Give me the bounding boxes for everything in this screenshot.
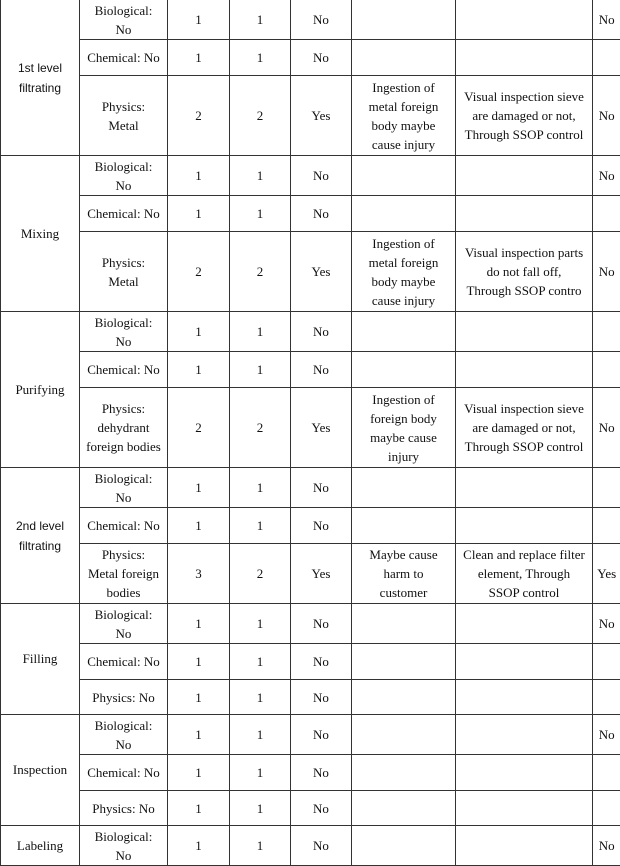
likelihood-cell: 1 (168, 508, 230, 544)
ccp-cell: No (593, 156, 620, 196)
basis-cell (352, 156, 456, 196)
significant-cell: No (291, 715, 352, 755)
severity-cell: 1 (230, 508, 291, 544)
ccp-cell: No (593, 715, 620, 755)
table-row (1, 0, 620, 40)
severity-cell: 1 (230, 156, 291, 196)
table-row (1, 232, 620, 312)
severity-cell: 2 (230, 544, 291, 604)
severity-cell: 1 (230, 644, 291, 680)
process-step-cell: 1st level filtrating (1, 0, 80, 156)
severity-cell: 1 (230, 680, 291, 715)
likelihood-cell: 1 (168, 468, 230, 508)
severity-cell: 1 (230, 196, 291, 232)
likelihood-cell: 2 (168, 388, 230, 468)
significant-cell: No (291, 468, 352, 508)
control-measure-cell (456, 352, 593, 388)
hazard-cell: Biological: No (80, 156, 168, 196)
control-measure-cell (456, 0, 593, 40)
ccp-cell (593, 352, 620, 388)
hazard-cell: Physics: No (80, 791, 168, 826)
basis-cell (352, 312, 456, 352)
significant-cell: No (291, 508, 352, 544)
severity-cell: 2 (230, 388, 291, 468)
significant-cell: No (291, 352, 352, 388)
significant-cell: No (291, 40, 352, 76)
hazard-cell: Chemical: No (80, 196, 168, 232)
table-row (1, 826, 620, 866)
basis-cell (352, 826, 456, 866)
basis-cell (352, 352, 456, 388)
severity-cell: 1 (230, 352, 291, 388)
significant-cell: No (291, 604, 352, 644)
ccp-cell (593, 791, 620, 826)
basis-cell (352, 755, 456, 791)
likelihood-cell: 2 (168, 76, 230, 156)
control-measure-cell (456, 604, 593, 644)
basis-cell (352, 644, 456, 680)
table-row (1, 604, 620, 644)
hazard-cell: Physics: Metal foreign bodies (80, 544, 168, 604)
significant-cell: Yes (291, 388, 352, 468)
likelihood-cell: 1 (168, 40, 230, 76)
table-row (1, 352, 620, 388)
basis-cell (352, 604, 456, 644)
control-measure-cell (456, 508, 593, 544)
ccp-cell: Yes (593, 544, 620, 604)
hazard-cell: Biological: No (80, 604, 168, 644)
control-measure-cell: Visual inspection sieve are damaged or not, Through SSOP control (456, 76, 593, 156)
basis-cell (352, 196, 456, 232)
severity-cell: 1 (230, 604, 291, 644)
table-row (1, 196, 620, 232)
ccp-cell (593, 312, 620, 352)
severity-cell: 2 (230, 232, 291, 312)
hazard-cell: Physics: dehydrant foreign bodies (80, 388, 168, 468)
table-row (1, 791, 620, 826)
basis-cell: Maybe cause harm to customer (352, 544, 456, 604)
ccp-cell (593, 680, 620, 715)
ccp-cell: No (593, 604, 620, 644)
table-row (1, 508, 620, 544)
table-row (1, 156, 620, 196)
significant-cell: Yes (291, 544, 352, 604)
basis-cell (352, 468, 456, 508)
hazard-cell: Chemical: No (80, 508, 168, 544)
control-measure-cell (456, 755, 593, 791)
process-step-cell: Purifying (1, 312, 80, 468)
hazard-cell: Chemical: No (80, 755, 168, 791)
hazard-cell: Biological: No (80, 826, 168, 866)
control-measure-cell (456, 826, 593, 866)
ccp-cell: No (593, 232, 620, 312)
control-measure-cell (456, 312, 593, 352)
hazard-cell: Physics: Metal (80, 76, 168, 156)
likelihood-cell: 1 (168, 156, 230, 196)
hazard-cell: Physics: Metal (80, 232, 168, 312)
hazard-cell: Chemical: No (80, 40, 168, 76)
basis-cell (352, 508, 456, 544)
ccp-cell (593, 644, 620, 680)
process-step-cell: Mixing (1, 156, 80, 312)
severity-cell: 1 (230, 40, 291, 76)
table-row (1, 544, 620, 604)
hazard-cell: Biological: No (80, 468, 168, 508)
ccp-cell (593, 755, 620, 791)
table-row (1, 76, 620, 156)
likelihood-cell: 1 (168, 352, 230, 388)
ccp-cell: No (593, 0, 620, 40)
table-row (1, 680, 620, 715)
ccp-cell (593, 508, 620, 544)
table-row (1, 715, 620, 755)
process-step-cell: Labeling (1, 826, 80, 866)
control-measure-cell (456, 715, 593, 755)
process-step-cell: Filling (1, 604, 80, 715)
ccp-cell (593, 40, 620, 76)
control-measure-cell (456, 156, 593, 196)
significant-cell: No (291, 791, 352, 826)
severity-cell: 1 (230, 791, 291, 826)
likelihood-cell: 1 (168, 644, 230, 680)
basis-cell (352, 40, 456, 76)
ccp-cell (593, 468, 620, 508)
table-row (1, 388, 620, 468)
significant-cell: No (291, 0, 352, 40)
hazard-cell: Biological: No (80, 0, 168, 40)
control-measure-cell (456, 468, 593, 508)
control-measure-cell (456, 40, 593, 76)
severity-cell: 1 (230, 468, 291, 508)
hazard-cell: Chemical: No (80, 644, 168, 680)
control-measure-cell: Clean and replace filter element, Through SSOP control (456, 544, 593, 604)
ccp-cell: No (593, 76, 620, 156)
process-step-cell: 2nd level filtrating (1, 468, 80, 604)
basis-cell (352, 0, 456, 40)
significant-cell: No (291, 680, 352, 715)
severity-cell: 1 (230, 0, 291, 40)
significant-cell: No (291, 644, 352, 680)
hazard-cell: Physics: No (80, 680, 168, 715)
significant-cell: Yes (291, 232, 352, 312)
likelihood-cell: 1 (168, 826, 230, 866)
likelihood-cell: 1 (168, 196, 230, 232)
hazard-cell: Biological: No (80, 312, 168, 352)
significant-cell: No (291, 196, 352, 232)
likelihood-cell: 1 (168, 680, 230, 715)
table-row (1, 468, 620, 508)
severity-cell: 1 (230, 826, 291, 866)
basis-cell (352, 715, 456, 755)
hazard-cell: Biological: No (80, 715, 168, 755)
severity-cell: 1 (230, 312, 291, 352)
control-measure-cell (456, 196, 593, 232)
significant-cell: Yes (291, 76, 352, 156)
control-measure-cell: Visual inspection parts do not fall off, Through SSOP contro (456, 232, 593, 312)
basis-cell: Ingestion of metal foreign body maybe cause injury (352, 76, 456, 156)
process-step-cell: Inspection (1, 715, 80, 826)
significant-cell: No (291, 826, 352, 866)
control-measure-cell (456, 791, 593, 826)
control-measure-cell: Visual inspection sieve are damaged or not, Through SSOP control (456, 388, 593, 468)
control-measure-cell (456, 644, 593, 680)
table-row (1, 755, 620, 791)
likelihood-cell: 1 (168, 791, 230, 826)
likelihood-cell: 1 (168, 715, 230, 755)
likelihood-cell: 1 (168, 0, 230, 40)
basis-cell (352, 680, 456, 715)
table-row (1, 40, 620, 76)
severity-cell: 1 (230, 715, 291, 755)
significant-cell: No (291, 312, 352, 352)
table-body (1, 0, 620, 866)
ccp-cell: No (593, 388, 620, 468)
table-row (1, 644, 620, 680)
likelihood-cell: 3 (168, 544, 230, 604)
ccp-cell: No (593, 826, 620, 866)
control-measure-cell (456, 680, 593, 715)
significant-cell: No (291, 156, 352, 196)
table-row (1, 312, 620, 352)
likelihood-cell: 1 (168, 604, 230, 644)
likelihood-cell: 1 (168, 755, 230, 791)
severity-cell: 1 (230, 755, 291, 791)
basis-cell: Ingestion of metal foreign body maybe cause injury (352, 232, 456, 312)
severity-cell: 2 (230, 76, 291, 156)
basis-cell: Ingestion of foreign body maybe cause injury (352, 388, 456, 468)
hazard-cell: Chemical: No (80, 352, 168, 388)
significant-cell: No (291, 755, 352, 791)
likelihood-cell: 2 (168, 232, 230, 312)
likelihood-cell: 1 (168, 312, 230, 352)
ccp-cell (593, 196, 620, 232)
basis-cell (352, 791, 456, 826)
